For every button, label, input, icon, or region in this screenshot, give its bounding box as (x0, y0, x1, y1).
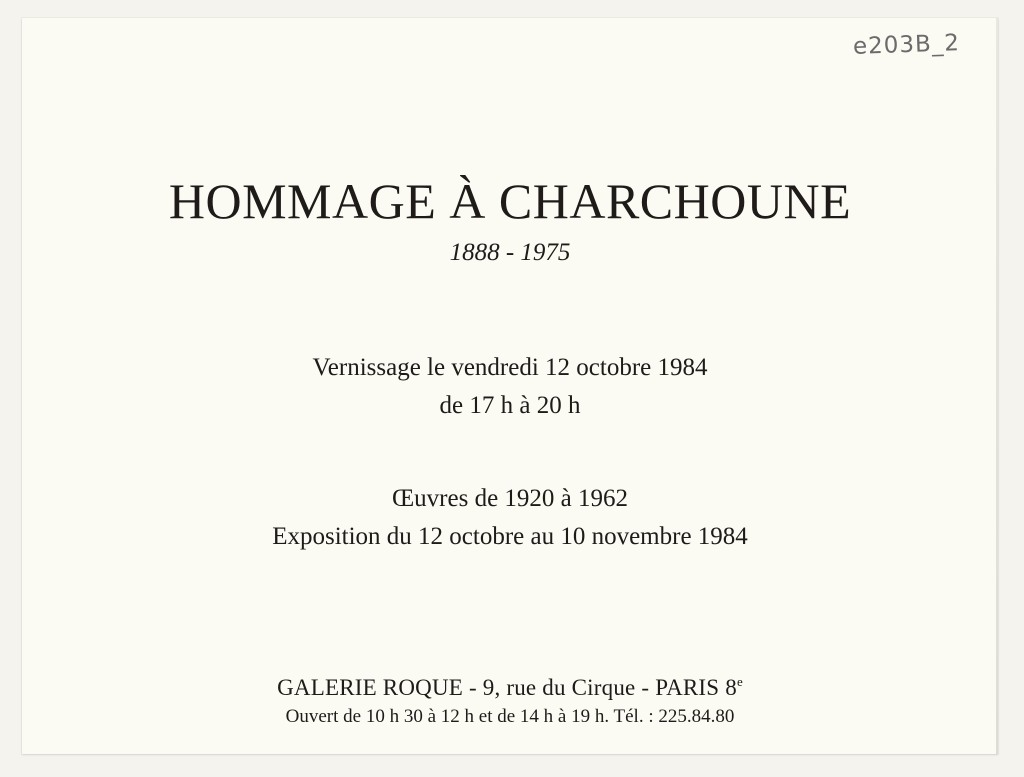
handwritten-code: e203B_2 (852, 30, 961, 60)
gallery-address-text: GALERIE ROQUE - 9, rue du Cirque - PARIS 8 (277, 675, 737, 700)
vernissage-block (22, 349, 998, 425)
vernissage-date: Vernissage le vendredi 12 octobre 1984 (312, 354, 708, 381)
gallery-hours: Ouvert de 10 h 30 à 12 h et de 14 h à 19 h. Tél. : 225.84.80 (285, 706, 735, 727)
artist-dates: 1888 - 1975 (449, 239, 571, 266)
exhibition-title: HOMMAGE À CHARCHOUNE (168, 173, 852, 229)
exhibition-period: Exposition du 12 octobre au 10 novembre 1984 (272, 523, 748, 550)
vernissage-time: de 17 h à 20 h (439, 392, 581, 419)
works-period: Œuvres de 1920 à 1962 (391, 485, 629, 512)
gallery-footer (22, 675, 998, 726)
arrondissement-suffix: e (736, 674, 743, 689)
gallery-address (22, 675, 998, 699)
exhibition-block (22, 480, 998, 556)
invitation-card (22, 18, 998, 754)
